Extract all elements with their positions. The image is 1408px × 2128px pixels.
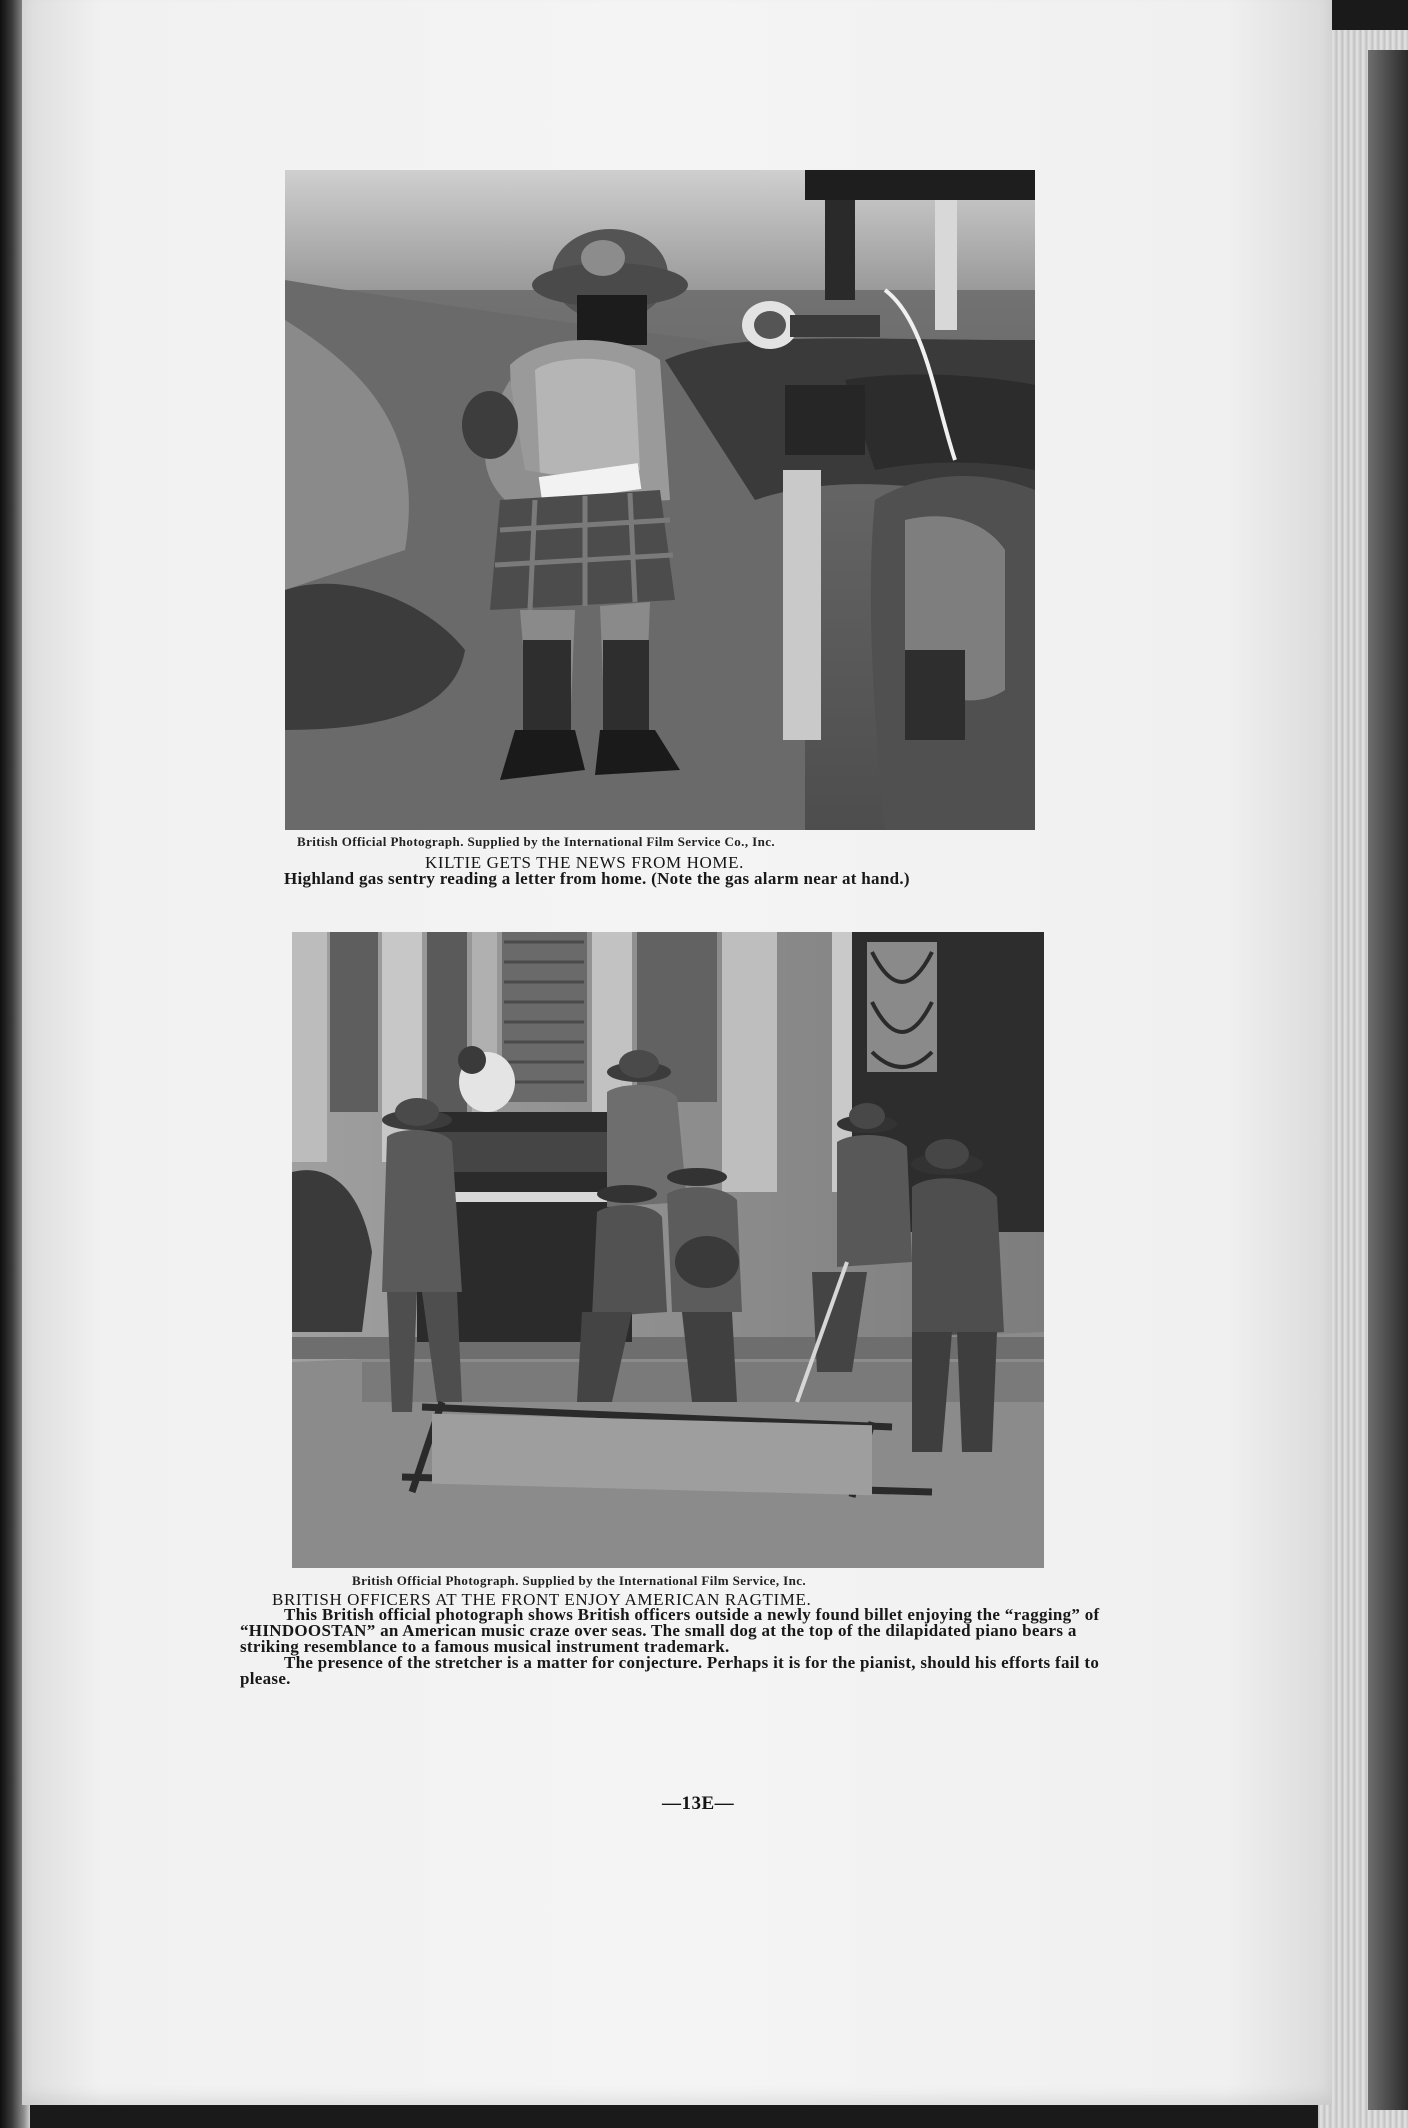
photo-1-caption	[240, 871, 1100, 887]
photo-2-credit: British Official Photograph. Supplied by the International Film Service, Inc.	[352, 1573, 807, 1588]
photo-2-caption-paragraph-2: The presence of the stretcher is a matter for conjecture. Perhaps it is for the pianist, should his efforts fail to please.	[240, 1653, 1100, 1688]
photo-1-caption-text: Highland gas sentry reading a letter from home. (Note the gas alarm near at hand.)	[284, 869, 910, 888]
photo-2-caption	[240, 1607, 1120, 1687]
book-page	[22, 0, 1332, 2105]
photo-2-title: BRITISH OFFICERS AT THE FRONT ENJOY AMERICAN RAGTIME.	[272, 1590, 812, 1609]
photo-2-caption-paragraph-1: This British official photograph shows British officers outside a newly found billet enjoying the “ragging” of “HINDOOSTAN” an American music craze over seas. The small dog at the top of the dilapidated piano bears a striking resemblance to a famous musical instrument trademark.	[240, 1605, 1100, 1656]
page-number: —13E—	[662, 1793, 735, 1814]
photo-kiltie-reading-letter	[285, 170, 1035, 830]
photo-officers-image	[292, 932, 1044, 1568]
photo-kiltie-image	[285, 170, 1035, 830]
photo-1-credit: British Official Photograph. Supplied by the International Film Service Co., Inc.	[297, 834, 776, 849]
photo-officers-ragtime	[292, 932, 1044, 1568]
photo-1-title: KILTIE GETS THE NEWS FROM HOME.	[425, 853, 744, 872]
